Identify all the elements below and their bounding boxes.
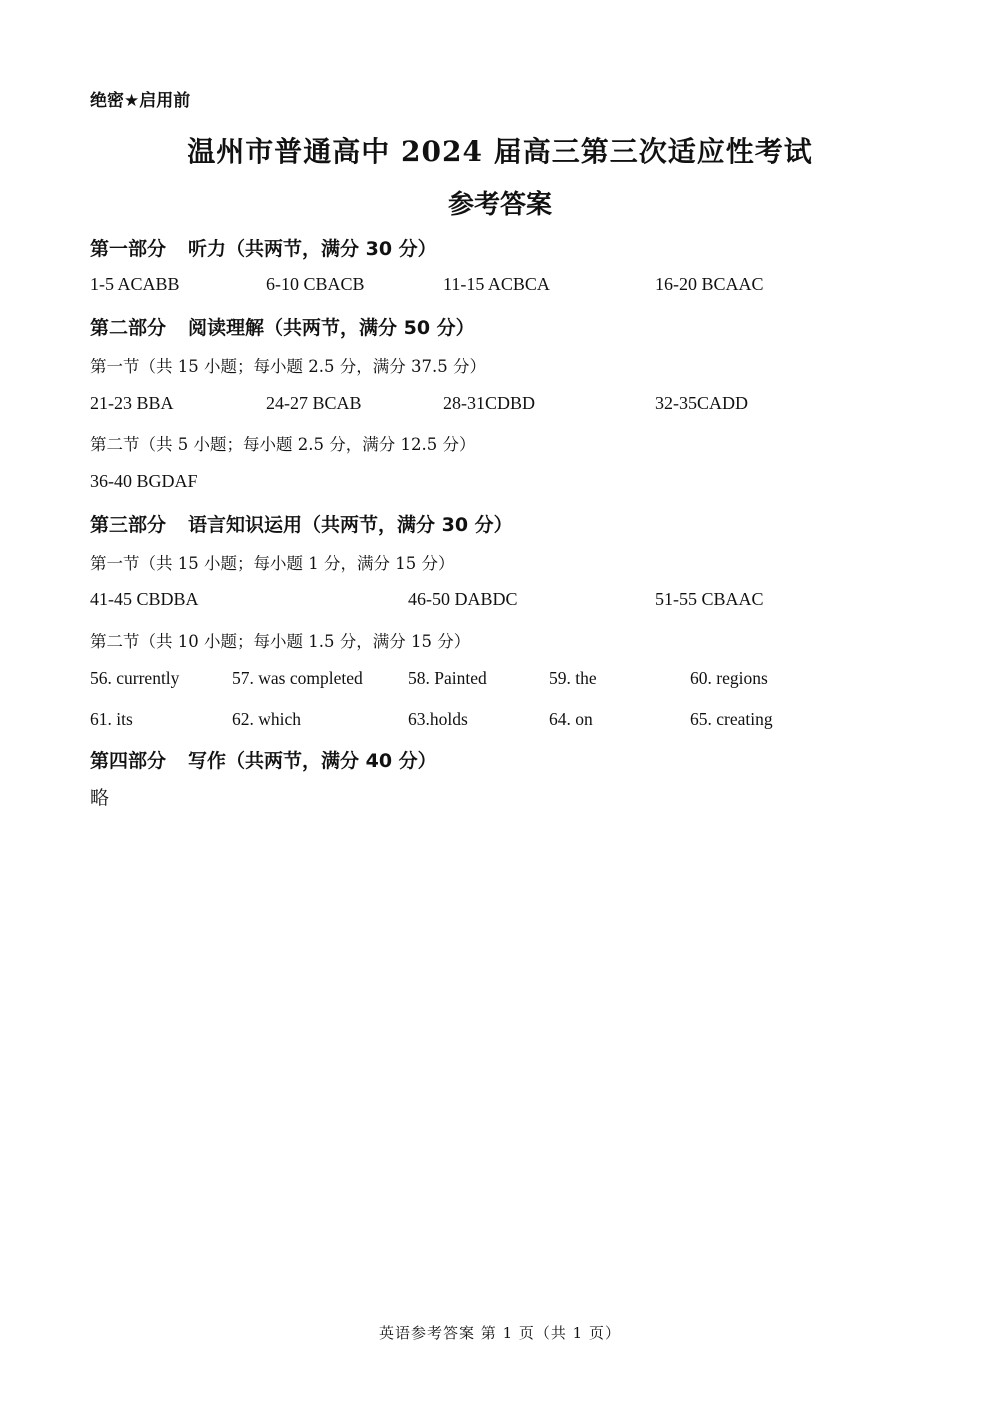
exam-title: 温州市普通高中 2024 届高三第三次适应性考试 (187, 135, 813, 168)
answer-59: 59. the (549, 668, 597, 688)
part4-title: 写作（共两节，满分 40 分） (188, 750, 437, 772)
answer-16-20: 16-20 BCAAC (655, 274, 764, 294)
answer-61: 61. its (90, 709, 133, 729)
answer-24-27: 24-27 BCAB (266, 393, 362, 413)
part2-title: 阅读理解（共两节，满分 50 分） (188, 317, 475, 339)
answer-51-55: 51-55 CBAAC (655, 589, 764, 609)
part1-title: 听力（共两节，满分 30 分） (188, 238, 437, 260)
part3-heading (90, 510, 513, 537)
answer-56: 56. currently (90, 668, 180, 688)
answer-60: 60. regions (690, 668, 768, 688)
part4-heading (90, 746, 437, 773)
part3-section1-label: 第一节（共 15 小题；每小题 1 分，满分 15 分） (90, 554, 455, 573)
answer-1-5: 1-5 ACABB (90, 274, 180, 294)
part1-heading (90, 234, 437, 261)
part2-heading (90, 313, 475, 340)
answer-46-50: 46-50 DABDC (408, 589, 518, 609)
answer-11-15: 11-15 ACBCA (443, 274, 550, 294)
answer-32-35: 32-35CADD (655, 393, 748, 413)
part2-name: 第二部分 (90, 317, 167, 339)
answer-28-31: 28-31CDBD (443, 393, 536, 413)
answer-key-heading: 参考答案 (447, 190, 552, 220)
part1-name: 第一部分 (90, 238, 167, 260)
answer-41-45: 41-45 CBDBA (90, 589, 199, 609)
answer-58: 58. Painted (408, 668, 487, 688)
part2-section1-label: 第一节（共 15 小题；每小题 2.5 分，满分 37.5 分） (90, 357, 486, 376)
answer-63: 63.holds (408, 709, 468, 729)
part3-title: 语言知识运用（共两节，满分 30 分） (188, 514, 513, 536)
confidential-label: 绝密★启用前 (90, 91, 191, 111)
page-footer: 英语参考答案 第 1 页（共 1 页） (379, 1324, 621, 1342)
answer-57: 57. was completed (232, 668, 363, 688)
part4-name: 第四部分 (90, 750, 167, 772)
answer-6-10: 6-10 CBACB (266, 274, 365, 294)
part3-name: 第三部分 (90, 514, 167, 536)
answer-65: 65. creating (690, 709, 773, 729)
answer-21-23: 21-23 BBA (90, 393, 174, 413)
writing-answer-omitted: 略 (90, 787, 110, 809)
answer-64: 64. on (549, 709, 593, 729)
part3-section2-label: 第二节（共 10 小题；每小题 1.5 分，满分 15 分） (90, 632, 471, 651)
answer-36-40: 36-40 BGDAF (90, 471, 198, 491)
answer-62: 62. which (232, 709, 302, 729)
part2-section2-label: 第二节（共 5 小题；每小题 2.5 分，满分 12.5 分） (90, 435, 476, 454)
